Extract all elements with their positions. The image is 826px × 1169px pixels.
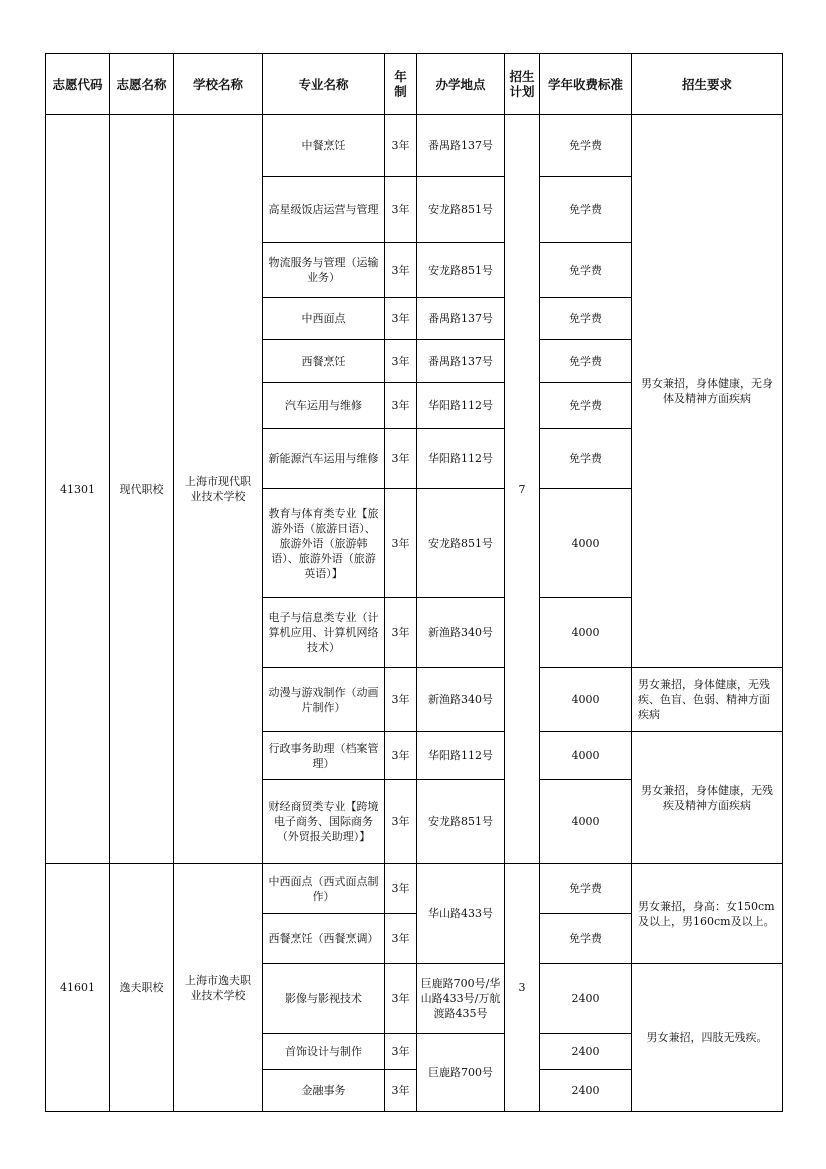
location-cell: 华阳路112号 <box>417 732 505 780</box>
years-cell: 3年 <box>385 668 417 732</box>
years-cell: 3年 <box>385 1034 417 1070</box>
school-short-name: 逸夫职校 <box>110 864 174 1112</box>
fee-cell: 2400 <box>540 1070 632 1112</box>
location-cell: 安龙路851号 <box>417 489 505 598</box>
major-name: 动漫与游戏制作（动画片制作） <box>263 668 385 732</box>
fee-cell: 2400 <box>540 964 632 1034</box>
fee-cell: 4000 <box>540 598 632 668</box>
location-cell: 巨鹿路700号/华山路433号/万航渡路435号 <box>417 964 505 1034</box>
major-name: 物流服务与管理（运输业务） <box>263 243 385 298</box>
major-name: 电子与信息类专业（计算机应用、计算机网络技术） <box>263 598 385 668</box>
years-cell: 3年 <box>385 732 417 780</box>
years-cell: 3年 <box>385 177 417 243</box>
header-row <box>46 54 783 115</box>
school-name: 上海市逸夫职业技术学校 <box>174 864 263 1112</box>
location-cell: 新渔路340号 <box>417 668 505 732</box>
requirement-cell: 男女兼招，身高：女150cm及以上，男160cm及以上。 <box>632 864 783 964</box>
fee-cell: 2400 <box>540 1034 632 1070</box>
years-cell: 3年 <box>385 243 417 298</box>
years-cell: 3年 <box>385 298 417 340</box>
fee-cell: 4000 <box>540 668 632 732</box>
enrollment-plan: 3 <box>505 864 540 1112</box>
years-cell: 3年 <box>385 780 417 864</box>
requirement-cell: 男女兼招，四肢无残疾。 <box>632 964 783 1112</box>
header-major: 专业名称 <box>263 54 385 115</box>
major-name: 西餐烹饪 <box>263 340 385 383</box>
major-name: 中西面点 <box>263 298 385 340</box>
header-school: 学校名称 <box>174 54 263 115</box>
school-code: 41601 <box>46 864 110 1112</box>
fee-cell: 免学费 <box>540 243 632 298</box>
years-cell: 3年 <box>385 383 417 429</box>
fee-cell: 免学费 <box>540 383 632 429</box>
header-name: 志愿名称 <box>110 54 174 115</box>
school-code: 41301 <box>46 115 110 864</box>
fee-cell: 免学费 <box>540 298 632 340</box>
location-cell: 华阳路112号 <box>417 383 505 429</box>
table-row <box>46 115 783 177</box>
years-cell: 3年 <box>385 1070 417 1112</box>
school-name: 上海市现代职业技术学校 <box>174 115 263 864</box>
enrollment-plan: 7 <box>505 115 540 864</box>
major-name: 行政事务助理（档案管理） <box>263 732 385 780</box>
fee-cell: 免学费 <box>540 340 632 383</box>
major-name: 金融事务 <box>263 1070 385 1112</box>
major-name: 首饰设计与制作 <box>263 1034 385 1070</box>
major-name: 影像与影视技术 <box>263 964 385 1034</box>
location-cell: 新渔路340号 <box>417 598 505 668</box>
years-cell: 3年 <box>385 115 417 177</box>
years-cell: 3年 <box>385 429 417 489</box>
location-cell: 华山路433号 <box>417 864 505 964</box>
fee-cell: 免学费 <box>540 177 632 243</box>
fee-cell: 4000 <box>540 489 632 598</box>
header-location: 办学地点 <box>417 54 505 115</box>
fee-cell: 免学费 <box>540 115 632 177</box>
years-cell: 3年 <box>385 964 417 1034</box>
major-name: 中餐烹饪 <box>263 115 385 177</box>
location-cell: 安龙路851号 <box>417 177 505 243</box>
location-cell: 安龙路851号 <box>417 243 505 298</box>
years-cell: 3年 <box>385 489 417 598</box>
fee-cell: 免学费 <box>540 914 632 964</box>
school-short-name: 现代职校 <box>110 115 174 864</box>
fee-cell: 4000 <box>540 732 632 780</box>
years-cell: 3年 <box>385 914 417 964</box>
fee-cell: 4000 <box>540 780 632 864</box>
location-cell: 安龙路851号 <box>417 780 505 864</box>
major-name: 汽车运用与维修 <box>263 383 385 429</box>
requirement-cell: 男女兼招，身体健康，无残疾及精神方面疾病 <box>632 732 783 864</box>
major-name: 教育与体育类专业【旅游外语（旅游日语）、旅游外语（旅游韩语）、旅游外语（旅游英语）】 <box>263 489 385 598</box>
fee-cell: 免学费 <box>540 864 632 914</box>
major-name: 新能源汽车运用与维修 <box>263 429 385 489</box>
header-fee: 学年收费标准 <box>540 54 632 115</box>
requirement-cell: 男女兼招，身体健康，无残疾、色盲、色弱、精神方面疾病 <box>632 668 783 732</box>
years-cell: 3年 <box>385 864 417 914</box>
enrollment-table <box>45 53 783 1112</box>
major-name: 西餐烹饪（西餐烹调） <box>263 914 385 964</box>
header-years: 年制 <box>385 54 417 115</box>
requirement-cell: 男女兼招，身体健康，无身体及精神方面疾病 <box>632 115 783 668</box>
major-name: 高星级饭店运营与管理 <box>263 177 385 243</box>
header-code: 志愿代码 <box>46 54 110 115</box>
header-requirement: 招生要求 <box>632 54 783 115</box>
header-plan: 招生计划 <box>505 54 540 115</box>
table-row <box>46 864 783 914</box>
major-name: 中西面点（西式面点制作） <box>263 864 385 914</box>
location-cell: 番禺路137号 <box>417 115 505 177</box>
location-cell: 番禺路137号 <box>417 298 505 340</box>
location-cell: 巨鹿路700号 <box>417 1034 505 1112</box>
major-name: 财经商贸类专业【跨境电子商务、国际商务（外贸报关助理）】 <box>263 780 385 864</box>
location-cell: 番禺路137号 <box>417 340 505 383</box>
location-cell: 华阳路112号 <box>417 429 505 489</box>
years-cell: 3年 <box>385 340 417 383</box>
years-cell: 3年 <box>385 598 417 668</box>
fee-cell: 免学费 <box>540 429 632 489</box>
